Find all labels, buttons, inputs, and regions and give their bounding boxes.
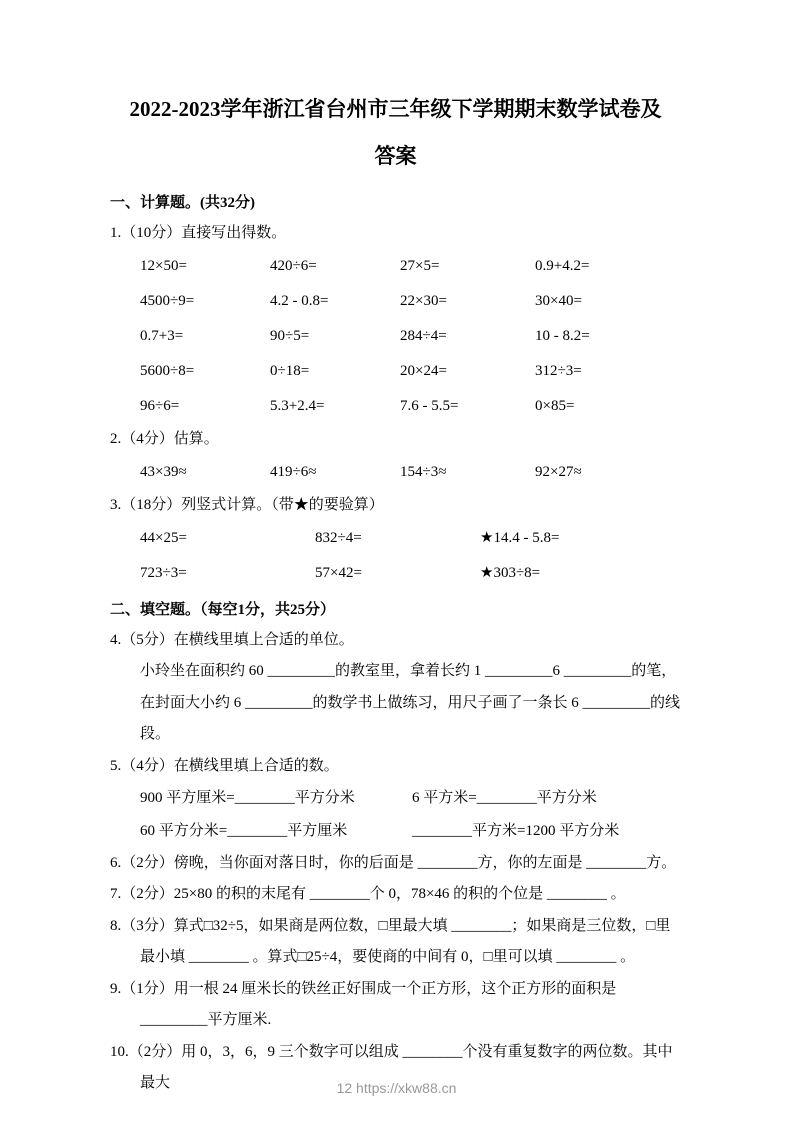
page-title bbox=[110, 86, 681, 180]
calc-cell: 10 - 8.2= bbox=[535, 328, 590, 344]
fill-blank-cell: 60 平方分米=________平方厘米 bbox=[140, 822, 348, 839]
question-7: 7.（2分）25×80 的积的末尾有 ________个 0，78×46 的积的个位是 ________ 。 bbox=[110, 886, 626, 902]
estimate-cell: 92×27≈ bbox=[535, 464, 582, 480]
question-10: 10.（2分）用 0，3，6，9 三个数字可以组成 ________个没有重复数字的两位数。其中最大 bbox=[110, 1043, 673, 1091]
calc-cell: 20×24= bbox=[400, 363, 447, 379]
title-line-1: 2022-2023学年浙江省台州市三年级下学期期末数学试卷及 bbox=[129, 97, 662, 121]
calc-cell: 5600÷8= bbox=[140, 363, 195, 379]
calc-cell: 312÷3= bbox=[535, 363, 582, 379]
calc-cell: 4.2 - 0.8= bbox=[270, 293, 329, 309]
calc-cell: 90÷5= bbox=[270, 328, 310, 344]
calc-cell: 0÷18= bbox=[270, 363, 310, 379]
question-4-body: 小玲坐在面积约 60 _________的教室里，拿着长约 1 _________6 _________的笔，在封面大小约 6 _________的数学书上做练习，用尺子画了一条长 6 _________的线段。 bbox=[140, 663, 681, 742]
estimate-cell: 43×39≈ bbox=[140, 464, 187, 480]
question-3-prompt: 3.（18分）列竖式计算。（带★的要验算） bbox=[110, 497, 384, 513]
calc-cell: 0.7+3= bbox=[140, 328, 184, 344]
estimate-cell: 154÷3≈ bbox=[400, 464, 447, 480]
vertical-calc-cell: ★303÷8= bbox=[480, 565, 541, 581]
question-1-grid bbox=[140, 249, 681, 424]
question-2-prompt: 2.（4分）估算。 bbox=[110, 431, 219, 447]
question-6: 6.（2分）傍晚，当你面对落日时，你的后面是 ________方，你的左面是 ________方。 bbox=[110, 854, 677, 871]
footer-url: https://xkw88.cn bbox=[356, 1080, 457, 1096]
question-1-prompt: 1.（10分）直接写出得数。 bbox=[110, 225, 287, 241]
calc-cell: 0×85= bbox=[535, 398, 575, 414]
calc-cell: 22×30= bbox=[400, 293, 447, 309]
section-1-header: 一、计算题。(共32分) bbox=[110, 195, 255, 211]
question-9: 9.（1分）用一根 24 厘米长的铁丝正好围成一个正方形，这个正方形的面积是 _________平方厘米. bbox=[110, 980, 617, 1028]
vertical-calc-cell: 57×42= bbox=[315, 565, 362, 581]
vertical-calc-cell: 723÷3= bbox=[140, 565, 187, 581]
calc-cell: 5.3+2.4= bbox=[270, 398, 325, 414]
calc-cell: 96÷6= bbox=[140, 398, 180, 414]
calc-cell: 12×50= bbox=[140, 258, 187, 274]
question-5-prompt: 5.（4分）在横线里填上合适的数。 bbox=[110, 757, 339, 774]
page-footer bbox=[0, 1080, 793, 1096]
fill-blank-cell: 6 平方米=________平方分米 bbox=[412, 789, 597, 806]
fill-blank-cell: ________平方米=1200 平方分米 bbox=[412, 822, 620, 839]
question-4-prompt: 4.（5分）在横线里填上合适的单位。 bbox=[110, 632, 354, 648]
estimate-cell: 419÷6≈ bbox=[270, 464, 317, 480]
calc-cell: 420÷6= bbox=[270, 258, 317, 274]
section-2-header: 二、填空题。（每空1分，共25分） bbox=[110, 602, 336, 618]
question-5-grid bbox=[140, 782, 681, 848]
page-number: 12 bbox=[336, 1080, 353, 1096]
question-8: 8.（3分）算式□32÷5，如果商是两位数，□里最大填 ________；如果商是三位数，□里最小填 ________ 。算式□25÷4，要使商的中间有 0，□里可以填 ________ 。 bbox=[110, 917, 671, 965]
vertical-calc-cell: ★14.4 - 5.8= bbox=[480, 530, 560, 546]
vertical-calc-cell: 832÷4= bbox=[315, 530, 362, 546]
calc-cell: 4500÷9= bbox=[140, 293, 195, 309]
question-2-grid bbox=[140, 455, 681, 490]
calc-cell: 284÷4= bbox=[400, 328, 447, 344]
calc-cell: 7.6 - 5.5= bbox=[400, 398, 459, 414]
calc-cell: 0.9+4.2= bbox=[535, 258, 590, 274]
question-3-grid bbox=[140, 521, 681, 591]
calc-cell: 27×5= bbox=[400, 258, 440, 274]
calc-cell: 30×40= bbox=[535, 293, 582, 309]
vertical-calc-cell: 44×25= bbox=[140, 530, 187, 546]
title-line-2: 答案 bbox=[374, 144, 417, 168]
fill-blank-cell: 900 平方厘米=________平方分米 bbox=[140, 789, 355, 806]
